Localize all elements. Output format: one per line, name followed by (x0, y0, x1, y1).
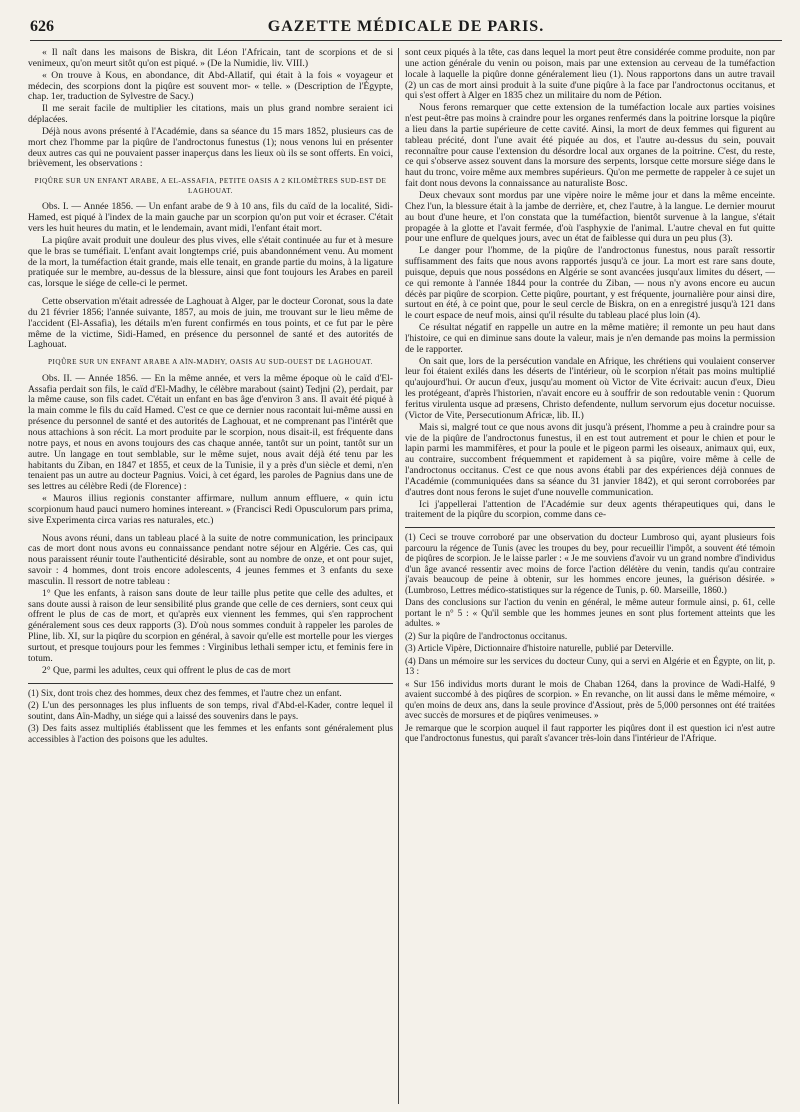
paragraph: Deux chevaux sont mordus par une vipère noire le même jour et dans la même enceinte. Chez l'un, la blessure était à la jambe de derrière, et, chez l'autre, à la langue. Le dernier mourut au bout d'une heure, et l'on constata que la tuméfaction, bientôt survenue à la langue, s'était propagée à la glotte et l'avait fermée, d'où l'asphyxie de l'animal. L'autre cheval en fut quitte pour une enflure de quelques jours, avec un état de faiblesse qui dura un peu plus (3). (405, 189, 775, 245)
paragraph: Le danger pour l'homme, de la piqûre de l'androctonus funestus, nous paraît ressortir suffisamment des faits que nous avons rapportés jusqu'à ce jour. La mort est rare sans doute, puisque, depuis que nous possédons en Algérie se sont avancées jusqu'aux limites du désert, — ce qui remonte à l'année 1844 pour la contrée du Ziban, — nous n'y avons encore eu aucun décès par piqûre de scorpion. Cette piqûre, pourtant, y est fréquente, journalière pour ainsi dire, surtout en été, à ce point que, pour le seul cercle de Biskra, on en a enregistré jusqu'à 121 dans le court espace de neuf mois, ainsi qu'il résulte du tableau placé plus loin (4). (405, 245, 775, 322)
footnotes (405, 532, 775, 744)
section-heading: PIQÛRE SUR UN ENFANT ARABE A AÏN-MADHY, OASIS AU SUD-OUEST DE LAGHOUAT. (48, 358, 373, 367)
paragraph: Obs. II. — Année 1856. — En la même année, et vers la même époque où le caïd d'El-Assafia perdait son fils, le caïd d'El-Madhy, le célèbre marabout (saint) Tedjni (2), perdait, par la même cause, son fils cadet. C'était un enfant en bas âge d'environ 3 ans. Il avait été piqué à la main comme le fils du caïd Hamed. C'est ce que ce dernier nous racontait lui-même aussi en présence du personnel de santé et des autorités de Laghouat, et ne comprenant pas l'intérêt que nous attachions à son récit. La mort produite par le scorpion, nous disait-il, est fréquente dans notre pays, et nous en avons toujours des cas chaque année, tantôt sur un point, tantôt sur un autre. Un langage en tout semblable, sur le même sujet, nous avait déjà été tenu par les habitants du Ziban, en 1847 et 1855, et ceux de la Tunisie, il y a près d'un siècle et demi, n'en tenaient pas un autre au docteur Pagnius. Voici, à cet égard, les paroles de Pagnius dans une de ses lettres au célèbre Redi (de Florence) : (28, 372, 393, 493)
paragraph: Il me serait facile de multiplier les citations, mais un plus grand nombre seraient ici déplacées. (28, 103, 393, 126)
paragraph: Mais si, malgré tout ce que nous avons dit jusqu'à présent, l'homme a peu à craindre pour sa vie de la piqûre de l'androctonus funestus, il en est tout autrement et pour le chien et pour le lapin parmi les mammifères, et pour la poule et le pigeon parmi les oiseaux, animaux qui, eux, au contraire, succombent fréquemment et rapidement à sa piqûre, voire même à celle de l'androctonus occitanus. C'est ce que nous avons établi par des expériences déjà connues de l'Académie (communiquées dans sa séance du 31 janvier 1842), et qui seront corroborées par d'autres dont nous ferons le sujet d'une nouvelle communication. (405, 421, 775, 498)
paragraph: Ce résultat négatif en rappelle un autre en la même matière; il remonte un peu haut dans l'histoire, ce qui en diminue sans doute la valeur, mais je n'en demande pas moins la permission de le rapporter. (405, 322, 775, 355)
paragraph: 1° Que les enfants, à raison sans doute de leur taille plus petite que celle des adultes, et sans doute aussi à raison de leur sensibilité plus grande que celle de ces derniers, sont ceux qui offrent le plus de cas de mort, et qu'après eux viennent les femmes, qui s'en rapprochent généralement sous ces deux rapports (3). D'où nous sommes conduit à rappeler les paroles de Pline, lib. XI, sur la piqûre du scorpion en général, à savoir qu'elle est mortelle pour les vierges surtout, et presque toujours pour les femmes : Virginibus lethali semper ictu, et feminis fere in totum. (28, 587, 393, 664)
footnote: « Sur 156 individus morts durant le mois de Chaban 1264, dans la province de Wadi-Halfé, 9 avaient succombé à des piqûres de scorpion. » En revanche, on lit aussi dans le même mémoire, « qu'en moins de deux ans, dans la seule province d'Assiout, près de 5,000 personnes ont été traitées avec succès de morsures et de piqûres venimeuses. » (405, 678, 775, 721)
footnote: (4) Dans un mémoire sur les services du docteur Cuny, qui a servi en Algérie et en Égypte, on lit, p. 13 : (405, 655, 775, 677)
footnotes (28, 688, 393, 745)
footnote: Je remarque que le scorpion auquel il faut rapporter les piqûres dont il est question ici n'est autre que l'androctonus funestus, qui paraît s'avancer très-loin dans l'intérieur de l'Afrique. (405, 722, 775, 744)
paragraph: 2° Que, parmi les adultes, ceux qui offrent le plus de cas de mort (42, 664, 291, 676)
section-heading: PIQÛRE SUR UN ENFANT ARABE, A EL-ASSAFIA, PETITE OASIS A 2 KILOMÈTRES SUD-EST DE LAGHOUAT. (34, 177, 387, 195)
journal-title: GAZETTE MÉDICALE DE PARIS. (267, 18, 545, 35)
paragraph: Cette observation m'était adressée de Laghouat à Alger, par le docteur Coronat, sous la date du 21 février 1856; l'année suivante, 1857, au mois de juin, me trouvant sur le lieu même de l'accident (El-Assafia), les détails m'en furent confirmés en tous points, et ce fut par le père même de la victime, Sidi-Hamed, en présence du personnel de santé et des autorités de Laghouat. (28, 296, 393, 351)
footnote: (2) Sur la piqûre de l'androctonus occitanus. (405, 630, 568, 641)
running-header (30, 14, 782, 41)
footnote: (2) L'un des personnages les plus influents de son temps, rival d'Abd-el-Kader, contre lequel il soutint, dans Aïn-Madhy, un siége qui a laissé des souvenirs dans le pays. (28, 700, 393, 721)
paragraph: « On trouve à Kous, en abondance, dit Abd-Allatif, qui était à la fois « voyageur et médecin, des scorpions dont la piqûre est souvent mor- « telle. » (Description de l'Égypte, chap. 1er, traduction de Sylvestre de Sacy.) (28, 69, 393, 103)
paragraph: sont ceux piqués à la tête, cas dans lequel la mort peut être considérée comme produite, non par une action générale du venin ou poison, mais par une extension au cerveau de la tuméfaction locale à laquelle la piqûre donne généralement lieu (1). Nous rapportons dans un autre travail (2) un cas de mort ainsi produit à la suite d'une piqûre à la face par l'androctonus occitanus, et qui s'est offert à Alger en 1835 chez un militaire du nom de Pétion. (405, 48, 775, 102)
footnote: (3) Des faits assez multipliés établissent que les femmes et les enfants sont généralement plus accessibles à l'action des poisons que les adultes. (28, 723, 393, 744)
paragraph: La piqûre avait produit une douleur des plus vives, elle s'était continuée au fur et à mesure que le bras se tuméfiait. L'enfant avait longtemps crié, puis abandonnément venu. Au moment de la mort, la tuméfaction était grande, mais elle tenait, en grande partie du moins, à la ligature pratiquée sur le membre, au-dessus de la blessure, ainsi que font toujours les Arabes en pareil cas, lorsque le siége de celle-ci le permet. (28, 234, 393, 290)
footnote-rule (405, 527, 775, 528)
paragraph: Obs. I. — Année 1856. — Un enfant arabe de 9 à 10 ans, fils du caïd de la localité, Sidi-Hamed, est piqué à l'index de la main gauche par un scorpion qu'on put voir et écraser. C'était vers les huit heures du matin, et le lendemain, avant midi, l'enfant était mort. (28, 201, 393, 234)
paragraph: Nous ferons remarquer que cette extension de la tuméfaction locale aux parties voisines n'est peut-être pas moins à craindre pour les organes renfermés dans la poitrine lorsque la piqûre a lieu dans la partie supérieure de cette cavité. Ainsi, la mort de deux femmes qui figurent au tableau précité, dont l'une avait été piquée au dos, et l'autre au-dessus du sein, pouvait reconnaître pour cause l'extension du désordre local aux organes de la poitrine. C'est, du reste, ce qui s'observe assez souvent dans la morsure des serpents, lorsque cette morsure siége dans le haut du tronc, voire même aux membres supérieurs. Qu'on me permette de rappeler à ce sujet un fait dont nous devons la connaissance au naturaliste Bosc. (405, 102, 775, 190)
footnote: (3) Article Vipère, Dictionnaire d'histoire naturelle, publié par Deterville. (405, 643, 674, 654)
footnote: (1) Ceci se trouve corroboré par une observation du docteur Lumbroso qui, ayant plusieurs fois parcouru la régence de Tunis (avec les troupes du bey, pour recueillir l'impôt, a souvent été témoin de piqûres de scorpion. Je le laisse parler : « Je me souviens d'avoir vu un grand nombre d'individus d'un âge avancé ressentir avec moins de force l'action délétère du venin, tandis qu'au contraire j'avais beaucoup de peine à obtenir, sur les hommes encore jeunes, la guérison désirée. » (Lumbroso, Lettres médico-statistiques sur la régence de Tunis, p. 60. Marseille, 1860.) (405, 532, 775, 595)
paragraph: Nous avons réuni, dans un tableau placé à la suite de notre communication, les principaux cas de mort dont nous avons eu connaissance pendant notre séjour en Algérie. Ces cas, qui nous paraissent réunir toute l'authenticité désirable, sont au nombre de onze, et ont pour sujet, savoir : 4 hommes, dont trois encore adolescents, 4 jeunes femmes et 3 enfants du sexe masculin. Il ressort de notre tableau : (28, 532, 393, 587)
quotation: « Mauros illius regionis constanter affirmare, nullum annum effluere, « quin ictu scorpionum haud pauci numero homines intereant. » (Francisci Redi Opusculorum pars prima, sive Experimenta circa varias res naturales, etc.) (28, 493, 393, 526)
footnote: (1) Six, dont trois chez des hommes, deux chez des femmes, et l'autre chez un enfant. (28, 687, 342, 698)
column-divider (398, 48, 399, 1104)
right-column (405, 48, 775, 1106)
footnote-rule (28, 683, 393, 684)
left-column (28, 48, 393, 1106)
paragraph: Déjà nous avons présenté à l'Académie, dans sa séance du 15 mars 1852, plusieurs cas de mort chez l'homme par la piqûre de l'androctonus funestus (1); nous venons lui en présenter deux autres cas qui ne pouvaient passer inaperçus dans les lieux où ils se sont offerts. En voici, brièvement, les observations : (28, 125, 393, 170)
page-number: 626 (30, 18, 54, 35)
paragraph: « Il naît dans les maisons de Biskra, dit Léon l'Africain, tant de scorpions et de si venimeux, qu'on meurt sitôt qu'on est piqué. » (De la Numidie, liv. VIII.) (28, 48, 393, 69)
footnote: Dans des conclusions sur l'action du venin en général, le même auteur formule ainsi, p. 61, celle portant le n° 5 : « Qu'il semble que les hommes jeunes en sont plus fortement atteints que les adultes. » (405, 597, 775, 629)
paragraph: Ici j'appellerai l'attention de l'Académie sur deux agents thérapeutiques qui, dans le traitement de la piqûre du scorpion, comme dans ce- (405, 498, 775, 521)
paragraph: On sait que, lors de la persécution vandale en Afrique, les chrétiens qui voulaient conserver leur foi étaient exilés dans les déserts de l'intérieur, où le scorpion n'était pas moins multiplié qu'aujourd'hui. Or aucun d'eux, jusqu'au moment où Victor de Vite écrivait: aucun d'eux, Dieu les protégeant, d'après l'historien, n'avait encore eu à souffrir de son redoutable venin : Quorum feritus virulenta usque ad præsens, Christo defendente, nullum servorum ejus docetur nocuisse. (Victor de Vite, Persecutionum Africæ, lib. II.) (405, 355, 775, 421)
